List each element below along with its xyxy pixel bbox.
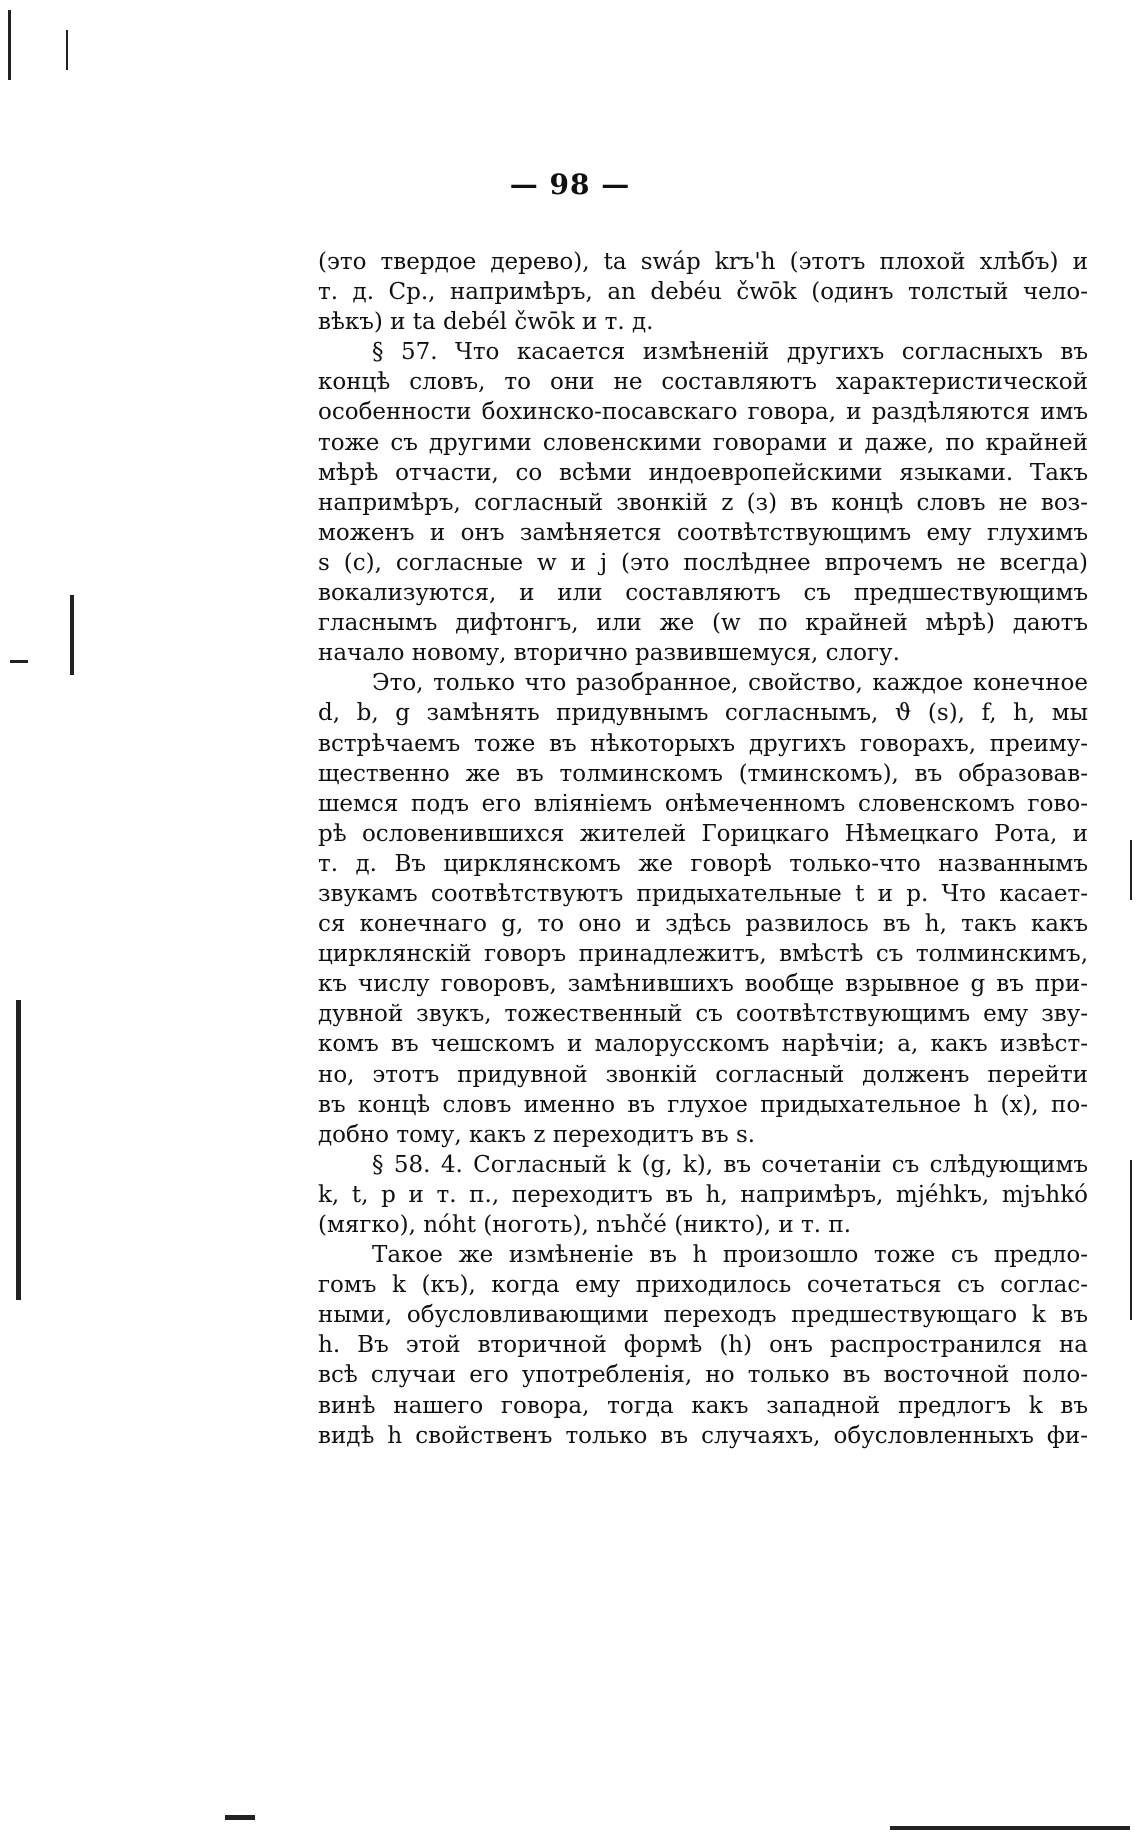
text-line: k, t, p и т. п., переходитъ въ h, напримѣръ, mjéhkъ, mjъhkó [318, 1181, 1088, 1208]
text-line: т. д. Въ цирклянскомъ же говорѣ только-что названнымъ [318, 850, 1088, 877]
text-line: звукамъ соотвѣтствуютъ придыхательные t и p. Что касает- [318, 880, 1088, 907]
page-number: — 98 — [509, 168, 631, 201]
scan-edge-mark [10, 660, 28, 663]
scan-edge-mark [1130, 1160, 1132, 1320]
text-line: (это твердое дерево), ta swáp krъ'h (этотъ плохой хлѣбъ) и [318, 249, 1088, 275]
text-line: гласнымъ дифтонгъ, или же (w по крайней мѣрѣ) даютъ [318, 610, 1088, 637]
scan-edge-mark [16, 1000, 21, 1300]
text-line: дувной звукъ, тожественный съ соотвѣтствующимъ ему зву- [318, 1001, 1088, 1028]
text-line: моженъ и онъ замѣняется соотвѣтствующимъ ему глухимъ [318, 519, 1088, 546]
text-line: вокализуются, и или составляютъ съ предшествующимъ [318, 580, 1088, 607]
text-line: но, этотъ придувной звонкій согласный долженъ перейти [318, 1061, 1088, 1088]
scan-edge-mark [890, 1826, 1130, 1830]
text-line: видѣ h свойственъ только въ случаяхъ, обусловленныхъ фи- [318, 1422, 1088, 1449]
text-line: гомъ k (къ), когда ему приходилось сочетаться съ соглас- [318, 1272, 1088, 1299]
text-line: ными, обусловливающими переходъ предшествующаго k въ [318, 1302, 1088, 1329]
text-line: т. д. Ср., напримѣръ, an debéu čwōk (одинъ толстый чело- [318, 279, 1088, 306]
text-line: къ числу говоровъ, замѣнившихъ вообще взрывное g въ при- [318, 971, 1088, 998]
body-text [318, 247, 1088, 1451]
text-line: всѣ случаи его употребленія, но только въ восточной поло- [318, 1362, 1088, 1389]
scan-edge-mark [66, 30, 68, 70]
text-line: d, b, g замѣнять придувнымъ согласнымъ, ϑ (s), f, h, мы [318, 700, 1088, 727]
text-line: ся конечнаго g, то оно и здѣсь развилось въ h, такъ какъ [318, 911, 1088, 938]
text-line: шемся подъ его вліяніемъ онѣмеченномъ словенскомъ гово- [318, 790, 1088, 817]
text-line: концѣ словъ, то они не составляютъ характеристической [318, 369, 1088, 396]
text-line: s (с), согласные w и j (это послѣднее впрочемъ не всегда) [318, 549, 1088, 576]
section-57-start: § 57. Что касается измѣненій другихъ согласныхъ въ [372, 339, 1088, 366]
scan-edge-mark [1130, 840, 1132, 900]
text-line: встрѣчаемъ тоже въ нѣкоторыхъ другихъ говорахъ, преиму- [318, 730, 1088, 757]
scan-edge-mark [70, 595, 74, 675]
text-line: комъ въ чешскомъ и малорусскомъ нарѣчіи; а, какъ извѣст- [318, 1031, 1088, 1058]
text-line: мѣрѣ отчасти, со всѣми индоевропейскими языками. Такъ [318, 459, 1088, 486]
text-line: добно тому, какъ z переходитъ въ s. [318, 1121, 756, 1148]
paragraph-start: Это, только что разобранное, свойство, каждое конечное [372, 670, 1088, 697]
text-line: въ концѣ словъ именно въ глухое придыхательное h (х), по- [318, 1091, 1088, 1118]
paragraph-start: Такое же измѣненіе въ h произошло тоже съ предло- [372, 1242, 1088, 1269]
text-line: цирклянскій говоръ принадлежитъ, вмѣстѣ съ толминскимъ, [318, 941, 1088, 968]
section-58-start: § 58. 4. Согласный k (g, k), въ сочетаніи съ слѣдующимъ [372, 1151, 1088, 1178]
scan-edge-mark [8, 10, 11, 80]
text-line: начало новому, вторично развившемуся, слогу. [318, 640, 900, 667]
scan-edge-mark [225, 1815, 255, 1820]
text-line: h. Въ этой вторичной формѣ (h) онъ распространился на [318, 1332, 1088, 1359]
text-line: рѣ ословенившихся жителей Горицкаго Нѣмецкаго Рота, и [318, 820, 1088, 847]
text-line: тоже съ другими словенскими говорами и даже, по крайней [318, 429, 1088, 456]
text-line: (мягко), nóht (ноготь), nъhčé (никто), и т. п. [318, 1212, 852, 1238]
text-line: винѣ нашего говора, тогда какъ западной предлогъ k въ [318, 1392, 1088, 1419]
text-line: щественно же въ толминскомъ (тминскомъ), въ образовав- [318, 760, 1088, 787]
text-line: вѣкъ) и ta debél čwōk и т. д. [318, 309, 654, 336]
text-line: напримѣръ, согласный звонкій z (з) въ концѣ словъ не воз- [318, 489, 1088, 516]
text-line: особенности бохинско-посавскаго говора, и раздѣляются имъ [318, 399, 1088, 426]
